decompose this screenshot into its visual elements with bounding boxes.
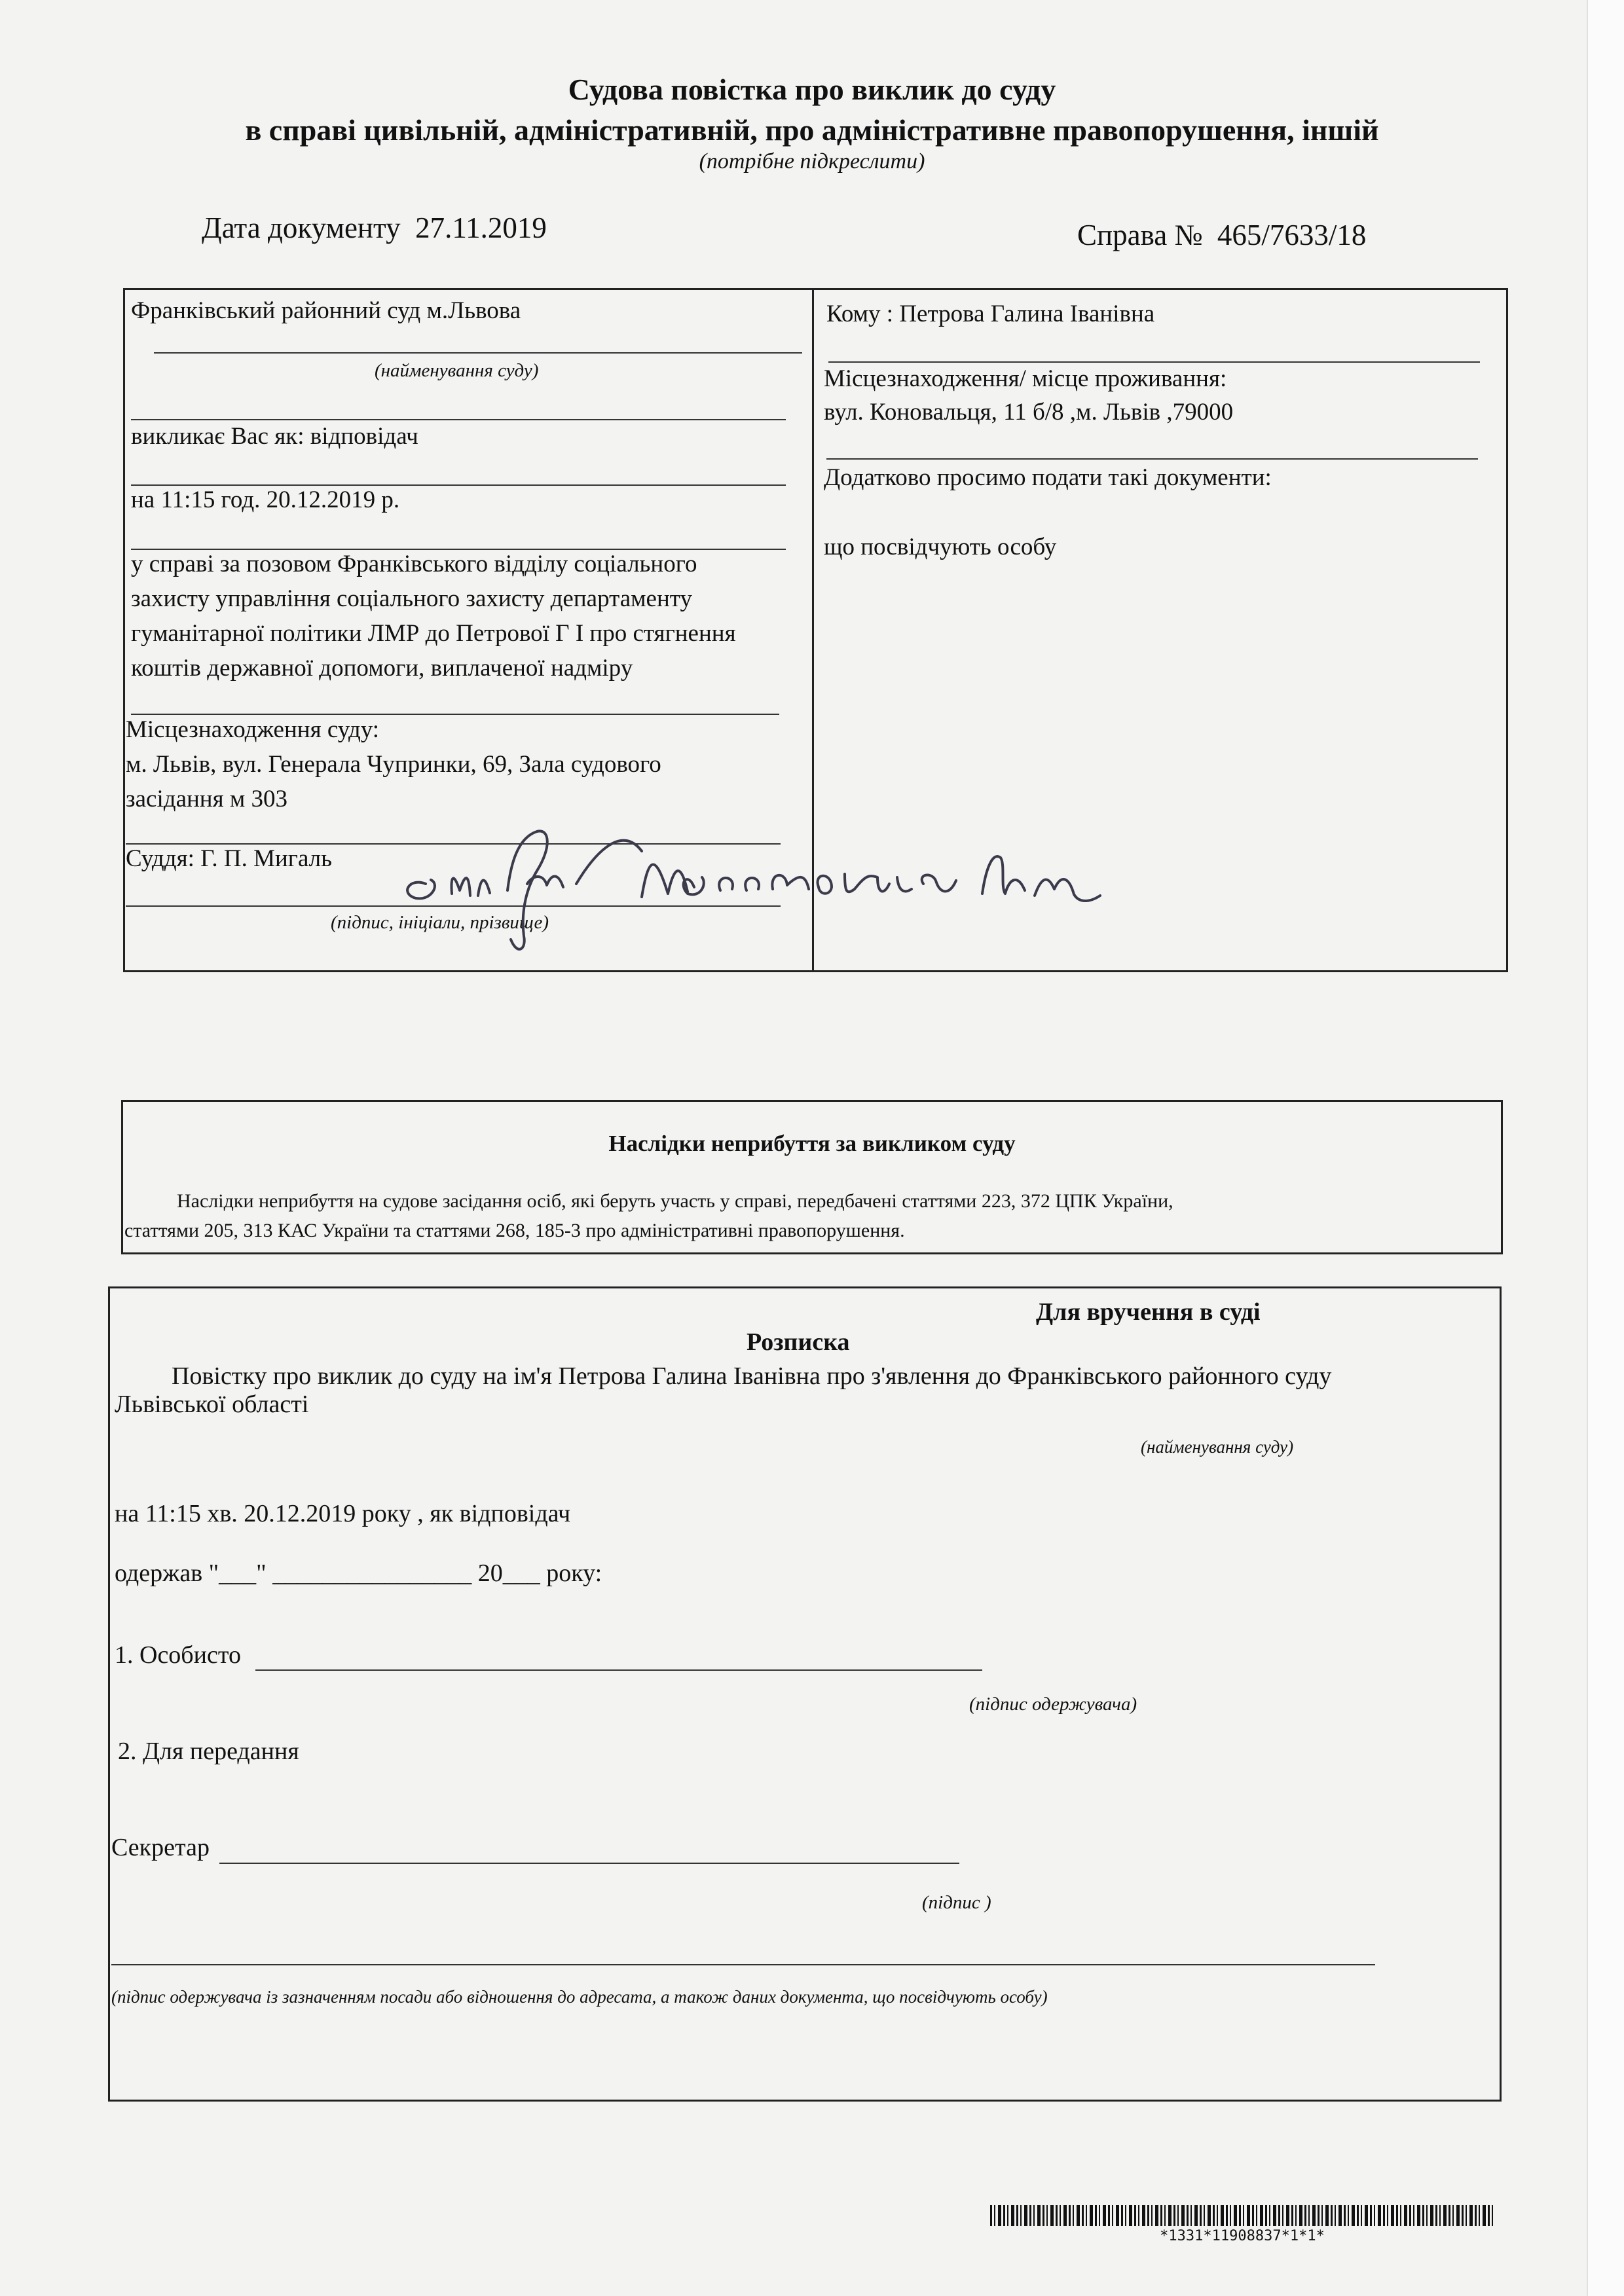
court-name: Франківський районний суд м.Львова <box>131 297 521 324</box>
summoned-as: викликає Вас як: відповідач <box>131 423 418 450</box>
court-location-line: засідання м 303 <box>126 786 288 812</box>
page-title: Судова повістка про виклик до суду <box>568 73 1056 106</box>
secretary-signature-line <box>219 1863 959 1864</box>
secretary-label: Секретар <box>111 1834 210 1861</box>
transfer-label: 2. Для передання <box>118 1738 299 1765</box>
case-number-value: 465/7633/18 <box>1217 219 1367 251</box>
recipient-address-label: Місцезнаходження/ місце проживання: <box>824 365 1227 392</box>
consequences-text-line: статтями 205, 313 КАС України та статтями 268, 185-3 про адміністративні правопорушення. <box>124 1220 905 1241</box>
personal-signature-label: 1. Особисто <box>115 1641 241 1669</box>
extra-documents: що посвідчують особу <box>824 534 1057 560</box>
page-subtitle: в справі цивільній, адміністративній, про адміністративне правопорушення, іншій <box>245 113 1379 147</box>
divider-line <box>828 361 1480 363</box>
divider-line <box>826 458 1478 460</box>
secretary-signature-caption: (підпис ) <box>922 1892 991 1913</box>
receipt-text-line: Повістку про виклик до суду на ім'я Петрова Галина Іванівна про з'явлення до Франківського районного суду <box>172 1362 1332 1390</box>
consequences-text-line: Наслідки неприбуття на судове засідання осіб, які беруть участь у справі, передбачені статтями 223, 372 ЦПК України, <box>177 1190 1173 1212</box>
case-description-line: гуманітарної політики ЛМР до Петрової Г І про стягнення <box>131 620 736 647</box>
receipt-text-line: Львівської області <box>115 1391 309 1418</box>
divider-line <box>131 714 779 715</box>
underline-note: (потрібне підкреслити) <box>699 149 925 173</box>
court-location-label: Місцезнаходження суду: <box>126 716 380 743</box>
handwritten-signature-image <box>380 812 1139 969</box>
personal-signature-line <box>255 1669 982 1671</box>
received-date-line: одержав "___" ________________ 20___ року: <box>115 1559 602 1587</box>
receipt-title: Розписка <box>747 1328 850 1356</box>
recipient: Кому : Петрова Галина Іванівна <box>826 301 1155 327</box>
court-name-caption: (найменування суду) <box>375 360 539 381</box>
judge-name: Суддя: Г. П. Мигаль <box>126 845 333 872</box>
consequences-title: Наслідки неприбуття за викликом суду <box>608 1131 1016 1156</box>
document-date <box>202 211 547 245</box>
recipient-address: вул. Коновальця, 11 б/8 ,м. Львів ,79000 <box>824 399 1234 426</box>
scan-edge <box>1587 0 1624 2296</box>
personal-signature-caption: (підпис одержувача) <box>969 1694 1137 1715</box>
receipt-hearing-time: на 11:15 хв. 20.12.2019 року , як відповідач <box>115 1500 571 1527</box>
case-description-line: коштів державної допомоги, виплаченої надміру <box>131 655 633 682</box>
for-court-label: Для вручення в суді <box>1036 1298 1261 1326</box>
receipt-block <box>108 1286 1502 2102</box>
recipient-signature-line <box>111 1964 1375 1965</box>
hearing-time: на 11:15 год. 20.12.2019 р. <box>131 486 400 513</box>
case-description-line: захисту управління соціального захисту департаменту <box>131 585 692 612</box>
signature-caption: (підпис, ініціали, прізвище) <box>331 912 549 933</box>
case-number-label: Справа № <box>1077 219 1203 251</box>
court-name-line <box>154 352 802 354</box>
court-location-line: м. Львів, вул. Генерала Чупринки, 69, Зала судового <box>126 751 661 778</box>
divider-line <box>131 419 786 420</box>
barcode-text: *1331*11908837*1*1* <box>1160 2228 1325 2244</box>
barcode <box>990 2205 1494 2226</box>
extra-documents-label: Додатково просимо подати такі документи: <box>824 464 1272 491</box>
document-date-value: 27.11.2019 <box>415 211 547 244</box>
recipient-signature-caption: (підпис одержувача із зазначенням посади або відношення до адресата, а також даних документа, що посвідчують особу) <box>111 1987 1048 2007</box>
case-description-line: у справі за позовом Франківського відділу соціального <box>131 551 697 577</box>
document-date-label: Дата документу <box>202 211 401 244</box>
receipt-court-caption: (найменування суду) <box>1141 1437 1294 1457</box>
case-number <box>1077 218 1366 252</box>
